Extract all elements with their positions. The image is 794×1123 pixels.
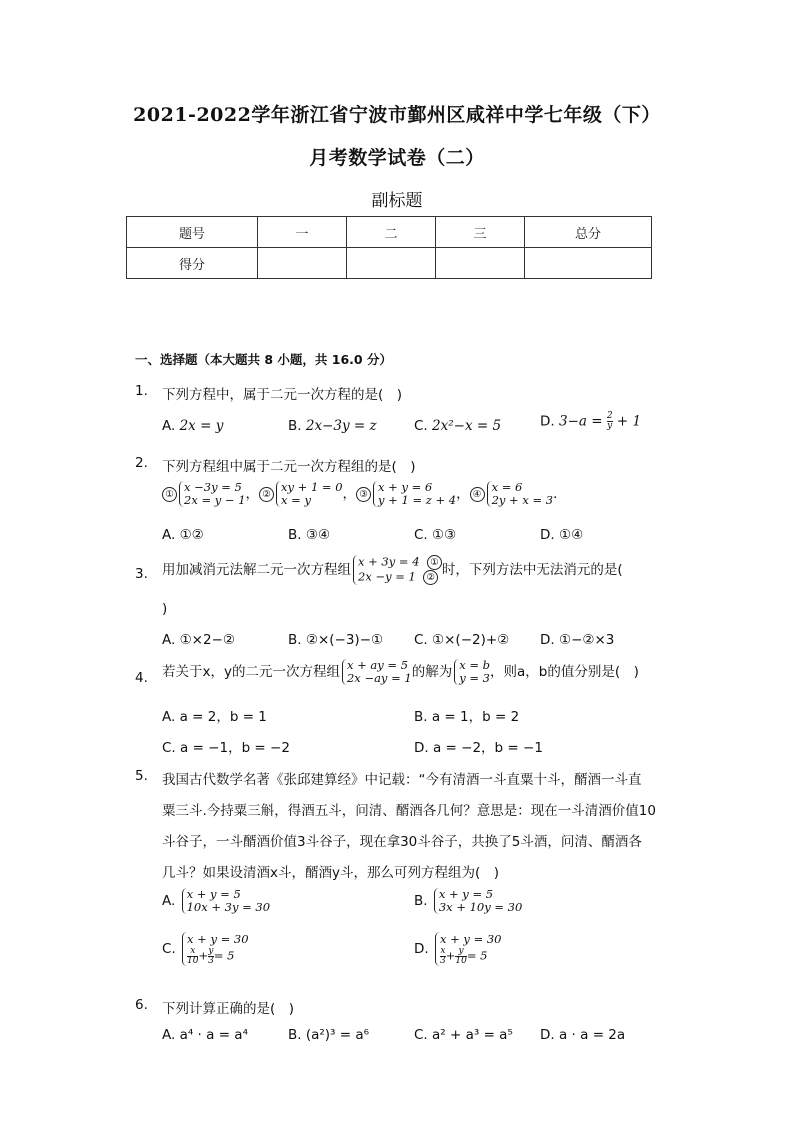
equation-system xyxy=(487,481,554,507)
option-b[interactable]: B. a = 1，b = 2 xyxy=(414,709,520,725)
question-text: 下列方程中，属于二元一次方程的是( ) xyxy=(162,387,403,403)
option-label: C. xyxy=(162,941,176,957)
denominator: y xyxy=(607,421,613,431)
option-expr: + 1 xyxy=(616,413,642,430)
option-a[interactable]: A. a⁴ · a = a⁴ xyxy=(162,1027,248,1043)
fraction xyxy=(455,947,466,966)
question-text-line: 我国古代数学名著《张邱建算经》中记载：“今有清酒一斗直粟十斗，醑酒一斗直 xyxy=(162,772,642,788)
option-a[interactable]: A. a = 2，b = 1 xyxy=(162,709,267,725)
option-b[interactable] xyxy=(288,418,377,434)
score-input-cell[interactable] xyxy=(347,248,436,279)
equation-system xyxy=(276,481,343,507)
circled-number: ① xyxy=(162,487,177,502)
equation: x + y = 6 xyxy=(378,480,433,494)
equation-system xyxy=(434,888,522,914)
equation: y + 1 = z + 4 xyxy=(378,493,457,507)
question-text xyxy=(162,555,682,585)
equation-system xyxy=(353,555,442,585)
equation: xy + 1 = 0 xyxy=(281,480,343,494)
equation-rest: = 5 xyxy=(466,948,488,963)
separator: ， xyxy=(456,486,470,502)
option-c[interactable] xyxy=(414,418,501,434)
equation-system xyxy=(373,481,456,507)
fraction xyxy=(187,947,198,966)
question-text-part: 的解为 xyxy=(411,664,453,680)
score-cell: 得分 xyxy=(127,248,258,279)
equation-text: 2x −y = 1 xyxy=(358,569,416,584)
operator: + xyxy=(198,948,209,963)
question-number: 2. xyxy=(135,455,148,471)
option-b[interactable]: B. ②×(−3)−① xyxy=(288,632,384,648)
option-b[interactable]: B. ③④ xyxy=(288,527,331,543)
score-table-score-row xyxy=(127,248,652,279)
equation: 2x = y − 1 xyxy=(184,493,246,507)
equation-system xyxy=(342,659,412,685)
equation-text: x + 3y = 4 xyxy=(358,554,420,569)
option-label: C. xyxy=(414,418,428,434)
numerator: y xyxy=(458,946,464,956)
question-number: 5. xyxy=(135,768,148,784)
score-cell: 一 xyxy=(258,217,347,248)
question-text-line: 几斗？如果设清酒x斗，醑酒y斗，那么可列方程组为( ) xyxy=(162,865,500,881)
option-label: D. xyxy=(540,413,555,430)
equation xyxy=(440,947,502,966)
circled-number: ② xyxy=(423,570,438,585)
numerator: 2 xyxy=(606,411,613,421)
question-text xyxy=(162,659,682,685)
option-label: D. xyxy=(414,941,429,957)
score-input-cell[interactable] xyxy=(436,248,525,279)
equation: 3x + 10y = 30 xyxy=(438,900,523,914)
option-expr: 2x−3y = z xyxy=(305,418,377,434)
question-text: 下列方程组中属于二元一次方程组的是( ) xyxy=(162,459,416,475)
equation: y = 3 xyxy=(459,671,490,685)
equation: x + y = 5 xyxy=(186,887,241,901)
option-expr: 2x²−x = 5 xyxy=(432,418,502,434)
solution-system xyxy=(454,659,490,685)
equation xyxy=(358,570,442,585)
score-table-header-row xyxy=(127,217,652,248)
equation: x + y = 30 xyxy=(439,932,502,946)
circled-number: ③ xyxy=(356,487,371,502)
option-a[interactable] xyxy=(162,888,270,914)
option-a[interactable] xyxy=(162,418,223,434)
equation: 10x + 3y = 30 xyxy=(186,900,271,914)
exam-title-line1: 2021-2022学年浙江省宁波市鄞州区咸祥中学七年级（下） xyxy=(133,104,661,126)
score-cell: 二 xyxy=(347,217,436,248)
denominator: 3 xyxy=(439,956,446,966)
equation: x −3y = 5 xyxy=(184,480,242,494)
equation: x + y = 30 xyxy=(187,932,249,946)
option-c[interactable]: C. ①×(−2)+② xyxy=(414,632,510,648)
option-label: A. xyxy=(162,418,176,434)
option-d[interactable]: D. ①④ xyxy=(540,527,584,543)
separator: ， xyxy=(342,486,357,502)
circled-number: ② xyxy=(259,487,274,502)
score-table xyxy=(126,216,652,279)
option-a[interactable]: A. ①×2−② xyxy=(162,632,235,648)
option-d[interactable] xyxy=(540,412,641,431)
equation xyxy=(358,555,442,570)
equation: 2x −ay = 1 xyxy=(346,671,412,685)
option-d[interactable]: D. ①−②×3 xyxy=(540,632,615,648)
option-label: B. xyxy=(414,893,428,909)
question-number: 4. xyxy=(135,670,148,686)
question-text-part: ，则a，b的值分别是( ) xyxy=(490,664,639,680)
separator: ， xyxy=(245,486,260,502)
option-label: B. xyxy=(288,418,302,434)
question-number: 3. xyxy=(135,566,148,582)
denominator: 10 xyxy=(455,956,467,966)
score-cell: 三 xyxy=(436,217,525,248)
equation-rest: = 5 xyxy=(213,948,235,963)
circled-number: ④ xyxy=(470,487,485,502)
question-text-part: 若关于x，y的二元一次方程组 xyxy=(162,664,340,680)
option-c[interactable] xyxy=(162,932,249,966)
option-c[interactable]: C. a = −1，b = −2 xyxy=(162,740,290,756)
denominator: 10 xyxy=(187,956,199,966)
equation-system xyxy=(182,932,249,966)
exam-subtitle: 副标题 xyxy=(371,191,423,211)
equation-system xyxy=(182,888,270,914)
option-expr: 2x = y xyxy=(179,418,224,434)
section-heading: 一、选择题（本大题共 8 小题，共 16.0 分） xyxy=(135,352,392,367)
option-label: A. xyxy=(162,893,176,909)
question-number: 6. xyxy=(135,997,148,1013)
exam-title-line2: 月考数学试卷（二） xyxy=(309,147,485,169)
equation: x = 6 xyxy=(491,480,523,494)
option-expr: 3−a = xyxy=(558,413,603,430)
option-a[interactable]: A. ①② xyxy=(162,527,204,543)
separator: ． xyxy=(553,486,567,502)
score-input-cell[interactable] xyxy=(525,248,652,279)
equation xyxy=(187,947,249,966)
numerator: y xyxy=(208,946,214,956)
numerator: x xyxy=(190,946,196,956)
equation: 2y + x = 3 xyxy=(491,493,554,507)
option-c[interactable]: C. ①③ xyxy=(414,527,457,543)
question-text-line: 粟三斗.今持粟三斛，得酒五斗，问清、醑酒各几何？意思是：现在一斗清酒价值10 xyxy=(162,803,656,819)
score-input-cell[interactable] xyxy=(258,248,347,279)
numerator: x xyxy=(440,946,446,956)
option-d[interactable]: D. a · a = 2a xyxy=(540,1027,626,1043)
option-d[interactable]: D. a = −2，b = −1 xyxy=(414,740,543,756)
option-d[interactable] xyxy=(414,932,502,966)
denominator: 3 xyxy=(208,956,214,966)
score-cell: 题号 xyxy=(127,217,258,248)
equation-system xyxy=(435,932,502,966)
circled-number: ① xyxy=(427,555,442,570)
equation-system xyxy=(179,481,246,507)
question-text-cont: ) xyxy=(162,601,168,617)
option-b[interactable]: B. (a²)³ = a⁶ xyxy=(288,1027,370,1043)
question-text-part: 用加减消元法解二元一次方程组 xyxy=(162,562,351,578)
equation: x = y xyxy=(281,493,311,507)
systems-line xyxy=(162,481,682,507)
equation: x + ay = 5 xyxy=(346,658,409,672)
question-text: 下列计算正确的是( ) xyxy=(162,1001,295,1017)
score-cell: 总分 xyxy=(525,217,652,248)
question-number: 1. xyxy=(135,383,148,399)
option-b[interactable] xyxy=(414,888,522,914)
fraction xyxy=(607,412,613,431)
question-text-line: 斗谷子，一斗醑酒价值3斗谷子，现在拿30斗谷子，共换了5斗酒，问清、醑酒各 xyxy=(162,834,642,850)
equation: x = b xyxy=(459,658,490,672)
option-c[interactable]: C. a² + a³ = a⁵ xyxy=(414,1027,513,1043)
question-text-part: 时，下列方法中无法消元的是( xyxy=(441,562,623,578)
operator: + xyxy=(445,948,456,963)
equation: x + y = 5 xyxy=(438,887,494,901)
